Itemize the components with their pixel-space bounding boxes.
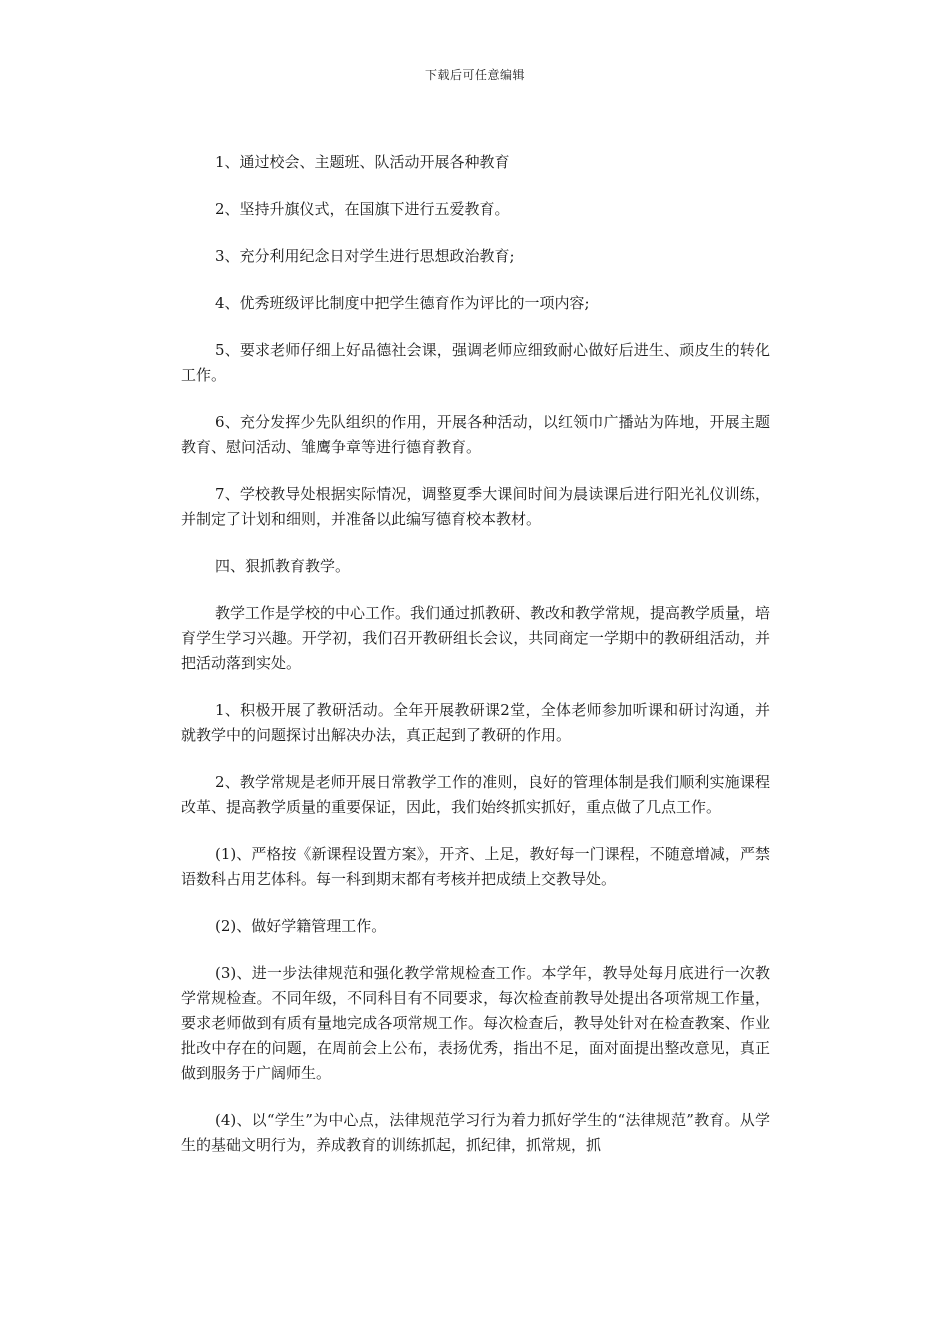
paragraph-15: (4)、以“学生”为中心点，法律规范学习行为着力抓好学生的“法律规范”教育。从学生的基础文明行为，养成教育的训练抓起，抓纪律，抓常规，抓 — [181, 1111, 770, 1154]
paragraph-11: 2、教学常规是老师开展日常教学工作的准则，良好的管理体制是我们顺利实施课程改革、提高教学质量的重要保证，因此，我们始终抓实抓好，重点做了几点工作。 — [181, 773, 770, 816]
paragraph-6: 6、充分发挥少先队组织的作用，开展各种活动，以红领巾广播站为阵地，开展主题教育、慰问活动、雏鹰争章等进行德育教育。 — [181, 413, 770, 456]
paragraph-4: 4、优秀班级评比制度中把学生德育作为评比的一项内容; — [215, 294, 590, 312]
paragraph-7: 7、学校教导处根据实际情况，调整夏季大课间时间为晨读课后进行阳光礼仪训练，并制定了计划和细则，并准备以此编写德育校本教材。 — [181, 485, 770, 528]
paragraph-5: 5、要求老师仔细上好品德社会课，强调老师应细致耐心做好后进生、顽皮生的转化工作。 — [181, 341, 770, 384]
paragraph-12: (1)、严格按《新课程设置方案》，开齐、上足，教好每一门课程，不随意增减，严禁语数科占用艺体科。每一科到期末都有考核并把成绩上交教导处。 — [181, 845, 770, 888]
paragraph-9: 教学工作是学校的中心工作。我们通过抓教研、教改和教学常规，提高教学质量，培育学生学习兴趣。开学初，我们召开教研组长会议，共同商定一学期中的教研组活动，并把活动落到实处。 — [181, 604, 771, 672]
paragraph-10: 1、积极开展了教研活动。全年开展教研课2堂，全体老师参加听课和研讨沟通，并就教学中的问题探讨出解决办法，真正起到了教研的作用。 — [181, 701, 770, 744]
paragraph-13: (2)、做好学籍管理工作。 — [215, 917, 387, 935]
section-heading: 四、狠抓教育教学。 — [215, 557, 351, 575]
paragraph-3: 3、充分利用纪念日对学生进行思想政治教育; — [215, 247, 515, 265]
document-body — [181, 150, 770, 1180]
paragraph-1: 1、通过校会、主题班、队活动开展各种教育 — [215, 153, 510, 171]
paragraph-14: (3)、进一步法律规范和强化教学常规检查工作。本学年，教导处每月底进行一次教学常规检查。不同年级，不同科目有不同要求，每次检查前教导处提出各项常规工作量，要求老师做到有质有量地完成各项常规工作。每次检查后，教导处针对在检查教案、作业批改中存在的问题，在周前会上公布，表扬优秀，指出不足，面对面提出整改意见，真正做到服务于广阔师生。 — [181, 964, 770, 1082]
paragraph-2: 2、坚持升旗仪式，在国旗下进行五爱教育。 — [215, 200, 510, 218]
page-header: 下载后可任意编辑 — [424, 68, 525, 82]
